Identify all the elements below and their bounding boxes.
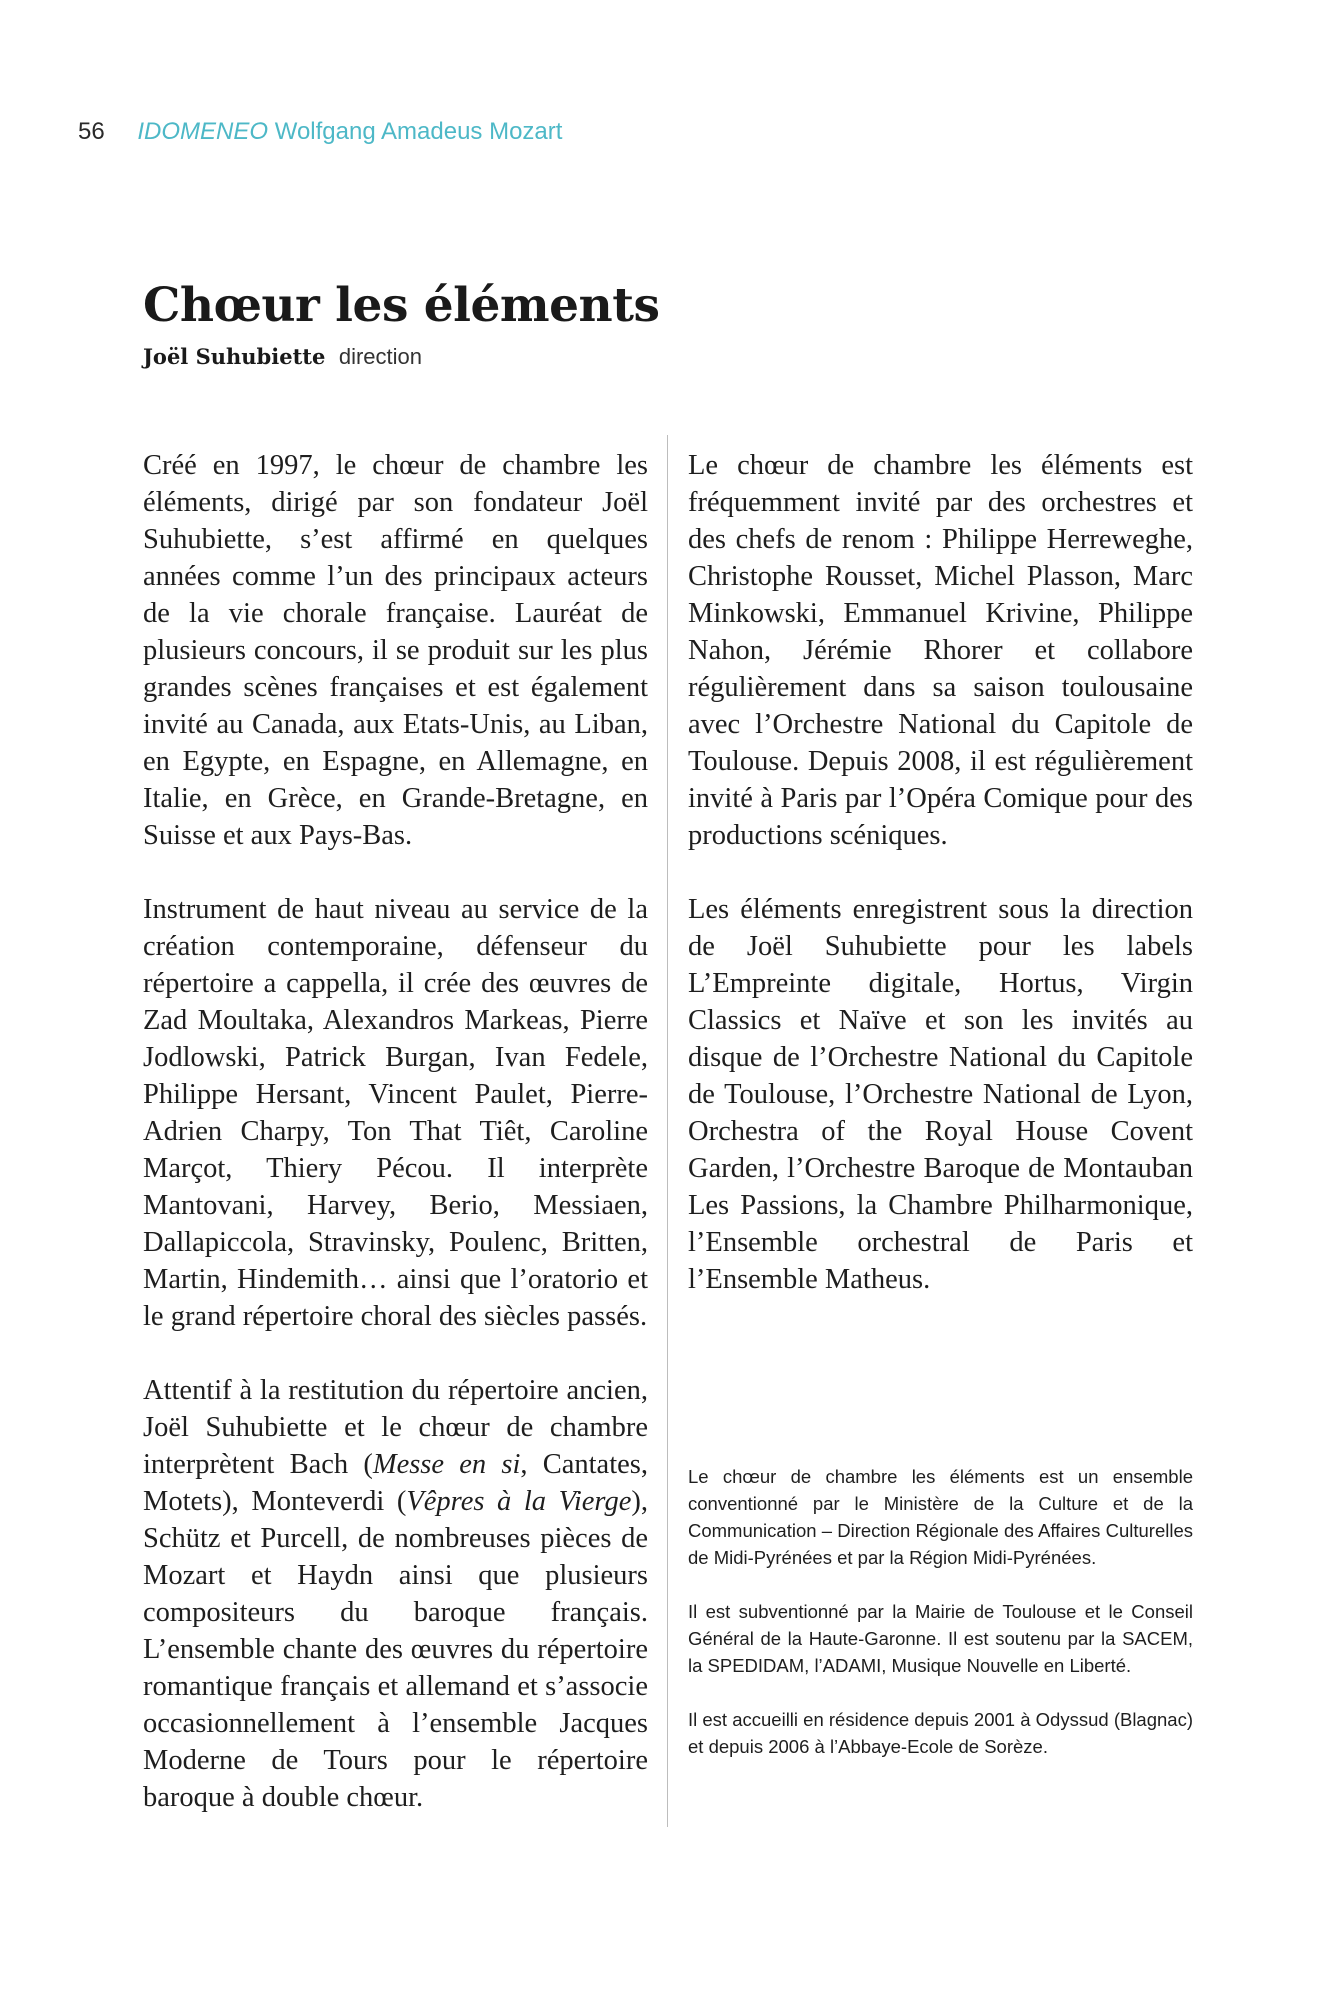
body-text: , Cantates, Motets), Monteverdi (	[143, 1449, 648, 1517]
header-opera-title: IDOMENEO	[137, 118, 269, 145]
header-composer: Wolfgang Amadeus Mozart	[274, 118, 563, 145]
page-number: 56	[78, 118, 105, 145]
right-column	[688, 447, 1193, 1335]
body-paragraph: Créé en 1997, le chœur de chambre les éléments, dirigé par son fondateur Joël Suhubiette, s’est affirmé en quelques années comme l’un des principaux acteurs de la vie chorale française. Lauréat de plusieurs concours, il se produit sur les plus grandes scènes françaises et est également invité au Canada, aux Etats-Unis, au Liban, en Egypte, en Espagne, en Allemagne, en Italie, en Grèce, en Grande-Bretagne, en Suisse et aux Pays-Bas.	[143, 450, 648, 851]
conductor-role: direction	[338, 344, 423, 369]
note-paragraph: Il est subventionné par la Mairie de Toulouse et le Conseil Général de la Haute-Garonne. Il est soutenu par la SACEM, la SPEDIDAM, l’ADAMI, Musique Nouvelle en Liberté.	[688, 1601, 1193, 1676]
body-paragraph: Instrument de haut niveau au service de la création contemporaine, défenseur du répertoire a cappella, il crée des œuvres de Zad Moultaka, Alexandros Markeas, Pierre Jodlowski, Patrick Burgan, Ivan Fedele, Philippe Hersant, Vincent Paulet, Pierre-Adrien Charpy, Ton That Tiêt, Caroline Marçot, Thiery Pécou. Il interprète Mantovani, Harvey, Berio, Messiaen, Dallapiccola, Stravinsky, Poulenc, Britten, Martin, Hindemith… ainsi que l’oratorio et le grand répertoire choral des siècles passés.	[143, 894, 648, 1332]
body-text: Attentif à la restitution du répertoire ancien, Joël Suhubiette et le chœur de chambre interprètent Bach (	[143, 1375, 648, 1480]
body-paragraph	[143, 1372, 648, 1816]
body-paragraph: Le chœur de chambre les éléments est fréquemment invité par des orchestres et des chefs de renom : Philippe Herreweghe, Christophe Rousset, Michel Plasson, Marc Minkowski, Emmanuel Krivine, Philippe Nahon, Jérémie Rhorer et collabore régulièrement dans sa saison toulousaine avec l’Orchestre National du Capitole de Toulouse. Depuis 2008, il est régulièrement invité à Paris par l’Opéra Comique pour des productions scéniques.	[688, 450, 1193, 851]
left-column	[143, 447, 648, 1853]
running-header	[78, 118, 562, 146]
article-subtitle	[143, 344, 422, 370]
note-paragraph: Il est accueilli en résidence depuis 2001 à Odyssud (Blagnac) et depuis 2006 à l’Abbaye-Ecole de Sorèze.	[688, 1709, 1193, 1757]
article-title: Chœur les éléments	[143, 278, 660, 333]
body-text: ), Schütz et Purcell, de nombreuses pièces de Mozart et Haydn ainsi que plusieurs compositeurs du baroque français. L’ensemble chante des œuvres du répertoire romantique français et allemand et s’associe occasionnellement à l’ensemble Jacques Moderne de Tours pour le répertoire baroque à double chœur.	[143, 1486, 648, 1813]
work-title: Vêpres à la Vierge	[406, 1486, 632, 1517]
note-paragraph: Le chœur de chambre les éléments est un ensemble conventionné par le Ministère de la Culture et de la Communication – Direction Régionale des Affaires Culturelles de Midi-Pyrénées et par la Région Midi-Pyrénées.	[688, 1466, 1193, 1568]
body-paragraph: Les éléments enregistrent sous la direction de Joël Suhubiette pour les labels L’Empreinte digitale, Hortus, Virgin Classics et Naïve et son les invités au disque de l’Orchestre National du Capitole de Toulouse, l’Orchestre National de Lyon, Orchestra of the Royal House Covent Garden, l’Orchestre Baroque de Montauban Les Passions, la Chambre Philharmonique, l’Ensemble orchestral de Paris et l’Ensemble Matheus.	[688, 894, 1193, 1295]
funding-notes	[688, 1463, 1193, 1787]
column-divider	[667, 435, 668, 1827]
work-title: Messe en si	[372, 1449, 521, 1480]
conductor-name: Joël Suhubiette	[143, 344, 326, 369]
